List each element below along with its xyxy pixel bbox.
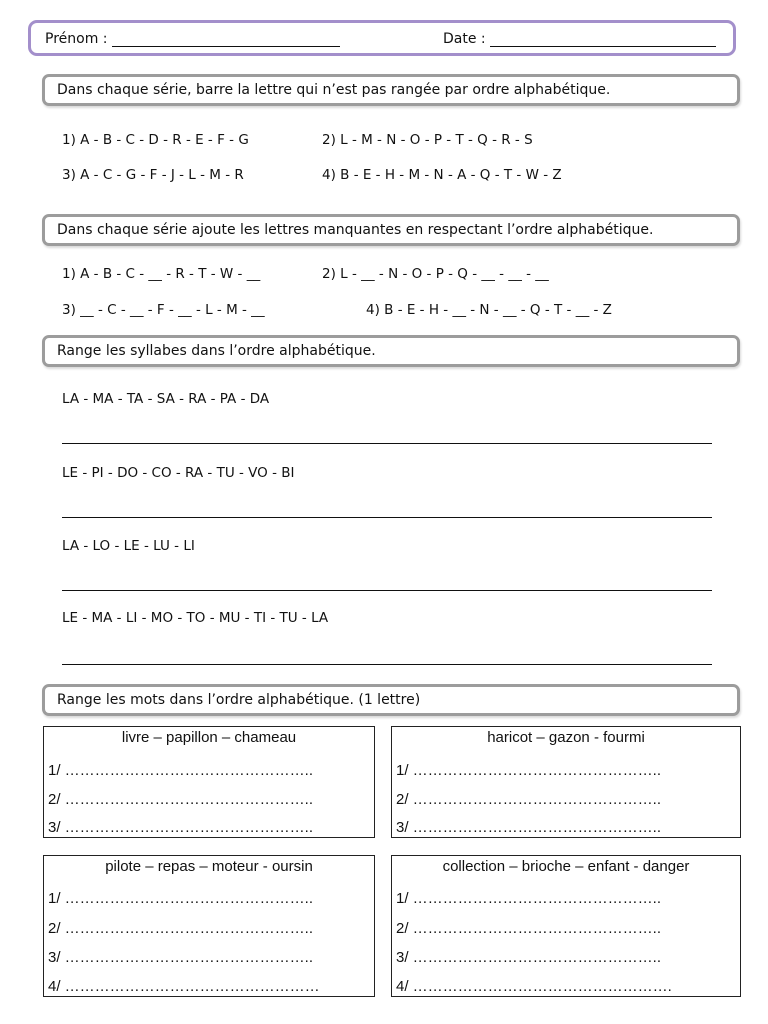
word-box-4-row-2[interactable]: 2/ ………………………………………….. [396, 920, 662, 937]
section1-item-1: 1) A - B - C - D - R - E - F - G [62, 132, 249, 148]
answer-line-3[interactable] [62, 590, 712, 591]
section3-instruction-bar [42, 335, 740, 367]
word-box-2-title: haricot – gazon - fourmi [487, 729, 645, 746]
section2-item-3: 3) __ - C - __ - F - __ - L - M - __ [62, 302, 265, 318]
word-box-2-row-2[interactable]: 2/ ………………………………………….. [396, 791, 662, 808]
word-box-1 [43, 726, 375, 838]
syllable-series-1: LA - MA - TA - SA - RA - PA - DA [62, 391, 270, 407]
word-box-1-row-2[interactable]: 2/ ………………………………………….. [48, 791, 314, 808]
answer-line-2[interactable] [62, 517, 712, 518]
name-date-header [28, 20, 736, 56]
word-box-3-row-4[interactable]: 4/ …………………………………………… [48, 978, 320, 995]
word-box-3-row-3[interactable]: 3/ ………………………………………….. [48, 949, 314, 966]
word-box-2-row-3[interactable]: 3/ ………………………………………….. [396, 819, 662, 836]
syllable-series-4: LE - MA - LI - MO - TO - MU - TI - TU - LA [62, 610, 329, 626]
section4-instruction-bar [42, 684, 740, 716]
word-box-1-row-1[interactable]: 1/ ………………………………………….. [48, 762, 314, 779]
section2-item-2: 2) L - __ - N - O - P - Q - __ - __ - __ [322, 266, 549, 282]
section2-item-4: 4) B - E - H - __ - N - __ - Q - T - __ - Z [366, 302, 612, 318]
syllable-series-2: LE - PI - DO - CO - RA - TU - VO - BI [62, 465, 295, 481]
section1-item-2: 2) L - M - N - O - P - T - Q - R - S [322, 132, 533, 148]
date-label: Date : [443, 31, 486, 47]
first-name-label: Prénom : [45, 31, 108, 47]
word-box-4-row-1[interactable]: 1/ ………………………………………….. [396, 890, 662, 907]
section1-item-3: 3) A - C - G - F - J - L - M - R [62, 167, 244, 183]
word-box-4-title: collection – brioche – enfant - danger [442, 858, 690, 875]
first-name-field[interactable] [45, 31, 340, 47]
word-box-1-title: livre – papillon – chameau [121, 729, 297, 746]
word-box-3 [43, 855, 375, 997]
date-field[interactable] [443, 31, 716, 47]
section2-instruction: Dans chaque série ajoute les lettres manquantes en respectant l’ordre alphabétique. [57, 222, 654, 238]
word-box-2 [391, 726, 741, 838]
word-box-4-row-3[interactable]: 3/ ………………………………………….. [396, 949, 662, 966]
word-box-4 [391, 855, 741, 997]
section3-instruction: Range les syllabes dans l’ordre alphabétique. [57, 343, 376, 359]
word-box-3-row-1[interactable]: 1/ ………………………………………….. [48, 890, 314, 907]
word-box-3-title: pilote – repas – moteur - oursin [105, 858, 313, 875]
answer-line-4[interactable] [62, 664, 712, 665]
syllable-series-3: LA - LO - LE - LU - LI [62, 538, 195, 554]
answer-line-1[interactable] [62, 443, 712, 444]
section2-instruction-bar [42, 214, 740, 246]
section2-item-1: 1) A - B - C - __ - R - T - W - __ [62, 266, 261, 282]
section1-instruction: Dans chaque série, barre la lettre qui n’est pas rangée par ordre alphabétique. [57, 82, 611, 98]
word-box-2-row-1[interactable]: 1/ ………………………………………….. [396, 762, 662, 779]
section1-instruction-bar [42, 74, 740, 106]
section4-instruction: Range les mots dans l’ordre alphabétique. (1 lettre) [57, 692, 421, 708]
word-box-1-row-3[interactable]: 3/ ………………………………………….. [48, 819, 314, 836]
word-box-4-row-4[interactable]: 4/ ……………………………………………. [396, 978, 672, 995]
section1-item-4: 4) B - E - H - M - N - A - Q - T - W - Z [322, 167, 562, 183]
word-box-3-row-2[interactable]: 2/ ………………………………………….. [48, 920, 314, 937]
